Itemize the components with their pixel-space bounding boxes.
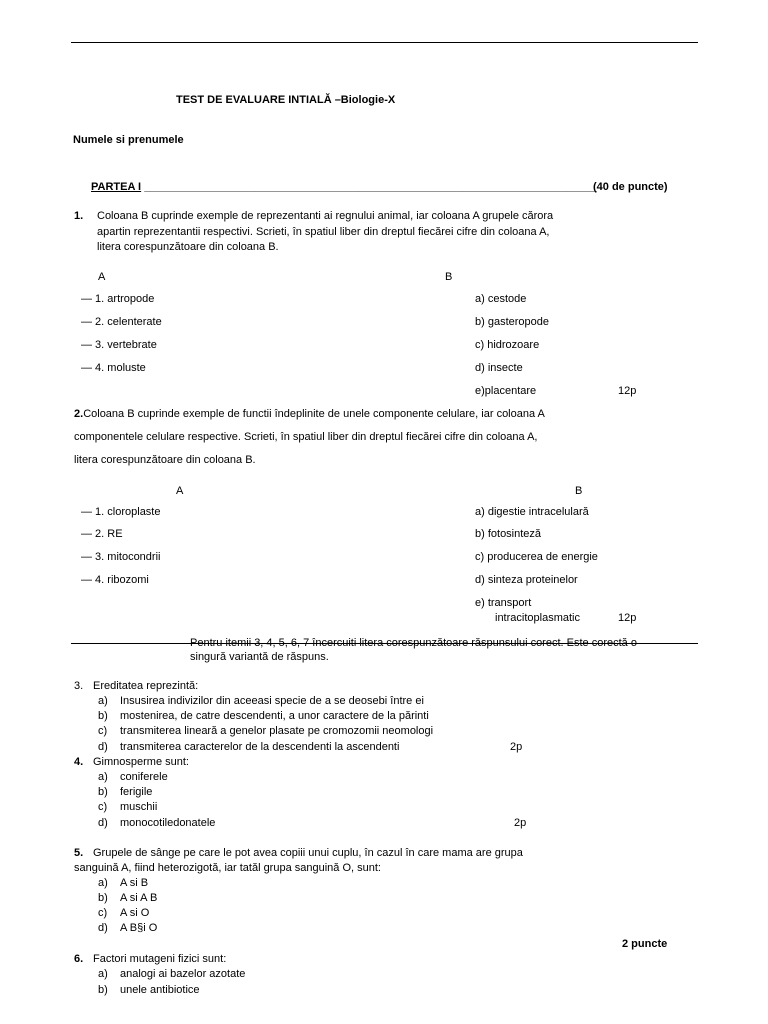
instructions-line: singură variantă de răspuns.	[190, 651, 329, 663]
q4-stem: Gimnosperme sunt:	[93, 756, 189, 768]
q3-option-text: Insusirea indivizilor din aceeasi specie de a se deosebi între ei	[120, 695, 424, 707]
q2-right-item: c) producerea de energie	[475, 551, 598, 563]
q2-left-item: — 4. ribozomi	[81, 574, 149, 586]
q5-option-letter: d)	[98, 922, 108, 934]
q3-option-letter: b)	[98, 710, 108, 722]
q6-option-text: unele antibiotice	[120, 984, 200, 996]
q1-text-line: Coloana B cuprinde exemple de reprezentanti ai regnului animal, iar coloana A grupele cărora	[97, 210, 554, 222]
q1-points: 12p	[618, 385, 637, 397]
q6-option-text: analogi ai bazelor azotate	[120, 968, 246, 980]
q2-left-item: — 3. mitocondrii	[81, 551, 161, 563]
q2-right-item: b) fotosinteză	[475, 528, 542, 540]
q1-text-line: litera corespunzătoare din coloana B.	[97, 241, 279, 253]
q1-left-item: — 1. artropode	[81, 293, 155, 305]
q2-points: 12p	[618, 612, 637, 624]
q1-right-item: c) hidrozoare	[475, 339, 540, 351]
q5-option-text: A si B	[120, 877, 149, 889]
q5-option-text: A si A B	[120, 892, 158, 904]
q2-text-line: componentele celulare respective. Scrieti, în spatiul liber din dreptul fiecărei cifre din coloana A,	[74, 431, 538, 443]
q4-option-letter: a)	[98, 771, 108, 783]
q1-right-item: e)placentare	[475, 385, 537, 397]
part-label	[91, 181, 597, 194]
q2-text-first: Coloana B cuprinde exemple de functii îndeplinite de unele componente celulare, iar coloana A	[83, 408, 545, 420]
q4-option-text: monocotiledonatele	[120, 817, 216, 829]
q1-left-item: — 2. celenterate	[81, 316, 162, 328]
q5-number: 5.	[74, 847, 84, 859]
name-label: Numele si prenumele	[73, 134, 184, 146]
q5-option-letter: a)	[98, 877, 108, 889]
q3-number: 3.	[74, 680, 84, 692]
q1-col-a-header: A	[98, 271, 106, 283]
q1-number: 1.	[74, 210, 84, 222]
q4-points: 2p	[514, 817, 527, 829]
q6-number: 6.	[74, 953, 84, 965]
q5-option-text: A si O	[120, 907, 150, 919]
q3-option-letter: d)	[98, 741, 108, 753]
q3-option-text: transmiterea caracterelor de la descendenti la ascendenti	[120, 741, 400, 753]
q6-stem: Factori mutageni fizici sunt:	[93, 953, 227, 965]
q3-points: 2p	[510, 741, 523, 753]
top-rule	[71, 42, 698, 43]
q2-right-item: d) sinteza proteinelor	[475, 574, 578, 586]
part-points: (40 de puncte)	[593, 181, 668, 193]
q3-option-letter: c)	[98, 725, 108, 737]
q5-option-letter: b)	[98, 892, 108, 904]
q2-col-b-header: B	[575, 485, 583, 497]
q5-option-letter: c)	[98, 907, 108, 919]
q2-text-line	[74, 408, 545, 421]
q1-text-line: apartin reprezentantii respectivi. Scrieti, în spatiul liber din dreptul fiecărei cifre din coloana A,	[97, 226, 550, 238]
instructions-line: Pentru itemii 3, 4, 5, 6, 7 încercuiti litera corespunzătoare răspunsului corect. Este corectă o	[190, 637, 637, 649]
q5-points: 2 puncte	[622, 938, 668, 950]
q3-option-text: mostenirea, de catre descendenti, a unor caractere de la părinti	[120, 710, 429, 722]
q2-text-line: litera corespunzătoare din coloana B.	[74, 454, 256, 466]
part-title: PARTEA I	[91, 181, 142, 193]
q2-left-item: — 2. RE	[81, 528, 123, 540]
q2-right-cont: intracitoplasmatic	[495, 612, 580, 624]
q4-number: 4.	[74, 756, 84, 768]
q4-option-text: muschii	[120, 801, 158, 813]
q1-left-item: — 3. vertebrate	[81, 339, 157, 351]
q4-option-letter: c)	[98, 801, 108, 813]
q4-option-letter: d)	[98, 817, 108, 829]
q3-stem: Ereditatea reprezintă:	[93, 680, 199, 692]
q1-right-item: d) insecte	[475, 362, 523, 374]
q5-stem-line: sanguină A, fiind heterozigotă, iar tatăl grupa sanguină O, sunt:	[74, 862, 381, 874]
q2-col-a-header: A	[176, 485, 184, 497]
q1-right-item: a) cestode	[475, 293, 527, 305]
q1-right-item: b) gasteropode	[475, 316, 549, 328]
q4-option-text: coniferele	[120, 771, 168, 783]
page-title: TEST DE EVALUARE INTIALĂ –Biologie-X	[176, 94, 396, 106]
q4-option-letter: b)	[98, 786, 108, 798]
q5-stem-line: Grupele de sânge pe care le pot avea copiii unui cuplu, în cazul în care mama are grupa	[93, 847, 523, 859]
q2-right-item: e) transport	[475, 597, 532, 609]
q6-option-letter: a)	[98, 968, 108, 980]
q3-option-letter: a)	[98, 695, 108, 707]
part-underline: __________________________________________________________________________	[144, 181, 597, 193]
q3-option-text: transmiterea lineară a genelor plasate pe cromozomii neomologi	[120, 725, 434, 737]
q2-number: 2.	[74, 408, 84, 420]
q1-left-item: — 4. moluste	[81, 362, 146, 374]
q2-left-item: — 1. cloroplaste	[81, 506, 161, 518]
q1-col-b-header: B	[445, 271, 453, 283]
q5-option-text: A B§i O	[120, 922, 158, 934]
q2-right-item: a) digestie intracelulară	[475, 506, 589, 518]
q6-option-letter: b)	[98, 984, 108, 996]
q4-option-text: ferigile	[120, 786, 153, 798]
